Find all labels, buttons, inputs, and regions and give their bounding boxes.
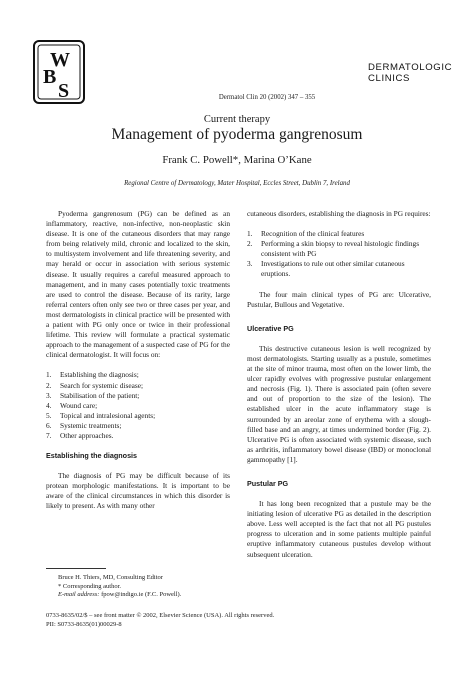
- types-paragraph: The four main clinical types of PG are: Ulcerative, Pustular, Bullous and Vegetative.: [247, 289, 431, 309]
- list-number: 6.: [46, 420, 52, 430]
- list-number: 2.: [46, 380, 52, 390]
- copyright-line: 0733-8635/02/$ – see front matter © 2002, Elsevier Science (USA). All rights reserved.: [46, 612, 275, 619]
- focus-list-item: [46, 370, 230, 380]
- focus-list-item: [46, 381, 230, 391]
- ulcerative-paragraph: This destructive cutaneous lesion is well recognized by most dermatologists. Starting usually as a pustule, sometimes at the site of minor trauma, most often on the lower limb, the ulcer rapidly evolves with progressive pustular enlargement and necrosis (Fig. 1). There is associated pain (often severe and out of proportion to the size of the lesion). The established ulcer in the acute inflammatory stage is surrounded by an areolar zone of erythema with a slough-filled base and an angry, at times undermined border (Fig. 2). Ulcerative PG is often associated with systemic disease, such as arthritis, inflammatory bowel disease (IBD) or monoclonal gammopathy [1].: [247, 343, 431, 464]
- logo-letter-s: S: [58, 80, 70, 102]
- heading-pustular-pg: Pustular PG: [247, 478, 289, 488]
- requires-list-item: [247, 229, 431, 239]
- list-text: Establishing the diagnosis;: [60, 370, 139, 380]
- list-text: Search for systemic disease;: [60, 380, 143, 390]
- list-text: Systemic treatments;: [60, 420, 122, 430]
- journal-citation: Dermatol Clin 20 (2002) 347 – 355: [218, 94, 316, 101]
- requires-list-item: [247, 239, 431, 259]
- author-affiliation: Regional Centre of Dermatology, Mater Hospital, Eccles Street, Dublin 7, Ireland: [124, 180, 350, 187]
- list-number: 1.: [46, 370, 52, 380]
- footnotes: [46, 574, 230, 600]
- list-number: 7.: [46, 430, 52, 440]
- list-text: Wound care;: [60, 400, 98, 410]
- list-text: Topical and intralesional agents;: [60, 410, 156, 420]
- email-label: E-mail address:: [58, 591, 100, 599]
- diagnosis-paragraph: The diagnosis of PG may be difficult because of its protean morphologic manifestations. It is important to be aware of the clinical circumstances in which this disorder is likely to present. As with many other: [46, 471, 230, 511]
- footnote-divider: [46, 568, 106, 569]
- focus-list-item: [46, 391, 230, 401]
- list-text: Other approaches.: [60, 430, 114, 440]
- requires-list: [247, 229, 431, 279]
- intro-paragraph: Pyoderma gangrenosum (PG) can be defined as an inflammatory, reactive, non-infective, non-neoplastic skin disease. It is one of the cutaneous disorders that may range from being relatively mild, chronic and localized to the skin, to multisystem involvement and life threatening severity, and may herald or occur in association with serious systemic disease. It usually requires a careful measured approach to management, and in many cases potentially toxic treatments are used to control the disease. Because of its rarity, large referral centers often only see two or three cases per year, and most dermatologists in clinical practice will be presented with a patient with PG only once or twice in their professional lifetime. This review will formulate a practical systematic approach to the management of a suspected case of PG for the clinical dermatologist. It will focus on:: [46, 209, 230, 360]
- continuation-paragraph: cutaneous disorders, establishing the diagnosis in PG requires:: [247, 209, 431, 218]
- logo-letter-b: B: [43, 66, 57, 88]
- journal-brand-line2: CLINICS: [368, 73, 411, 84]
- focus-list-item: [46, 431, 230, 441]
- right-column: [247, 209, 431, 560]
- focus-list-item: [46, 421, 230, 431]
- footnote-corresponding: * Corresponding author.: [58, 582, 122, 590]
- focus-list-item: [46, 401, 230, 411]
- heading-ulcerative-pg: Ulcerative PG: [247, 323, 294, 333]
- list-number: 3.: [46, 390, 52, 400]
- pii-line: PII: S0733-8635(01)00029-8: [46, 621, 122, 629]
- section-tag: Current therapy: [203, 114, 271, 125]
- list-number: 5.: [46, 410, 52, 420]
- list-number: 1.: [247, 229, 253, 239]
- focus-list: [46, 370, 230, 441]
- left-column: [46, 209, 230, 512]
- footnote-editor: Bruce H. Thiers, MD, Consulting Editor: [58, 574, 163, 581]
- heading-establishing-diagnosis: Establishing the diagnosis: [46, 451, 138, 461]
- list-text: Recognition of the clinical features: [261, 229, 365, 239]
- logo-letter-w: W: [50, 49, 70, 71]
- requires-list-item: [247, 259, 431, 279]
- list-number: 2.: [247, 239, 253, 249]
- journal-brand: [368, 62, 452, 84]
- list-text: Investigations to rule out other similar cutaneous eruptions.: [261, 259, 405, 279]
- pustular-paragraph: It has long been recognized that a pustule may be the initiating lesion of ulcerative PG as detailed in the description above. Less well accepted is the fact that not all PG pustules progress to ulceration and in some patients multiple painful eruptive inflammatory cutaneous pustules develop without subsequent ulceration.: [247, 499, 431, 559]
- list-number: 3.: [247, 259, 253, 269]
- list-text: Stabilisation of the patient;: [60, 390, 140, 400]
- list-number: 4.: [46, 400, 52, 410]
- email-value: fpow@indigo.ie (F.C. Powell).: [101, 591, 182, 599]
- focus-list-item: [46, 411, 230, 421]
- article-authors: Frank C. Powell*, Marina O’Kane: [162, 154, 312, 166]
- bottom-info: [46, 611, 446, 629]
- journal-brand-line1: DERMATOLOGIC: [368, 62, 453, 73]
- list-text: Performing a skin biopsy to reveal histologic findings consistent with PG: [261, 239, 420, 259]
- article-title: Management of pyoderma gangrenosum: [111, 126, 363, 143]
- footnote-email: [46, 591, 230, 600]
